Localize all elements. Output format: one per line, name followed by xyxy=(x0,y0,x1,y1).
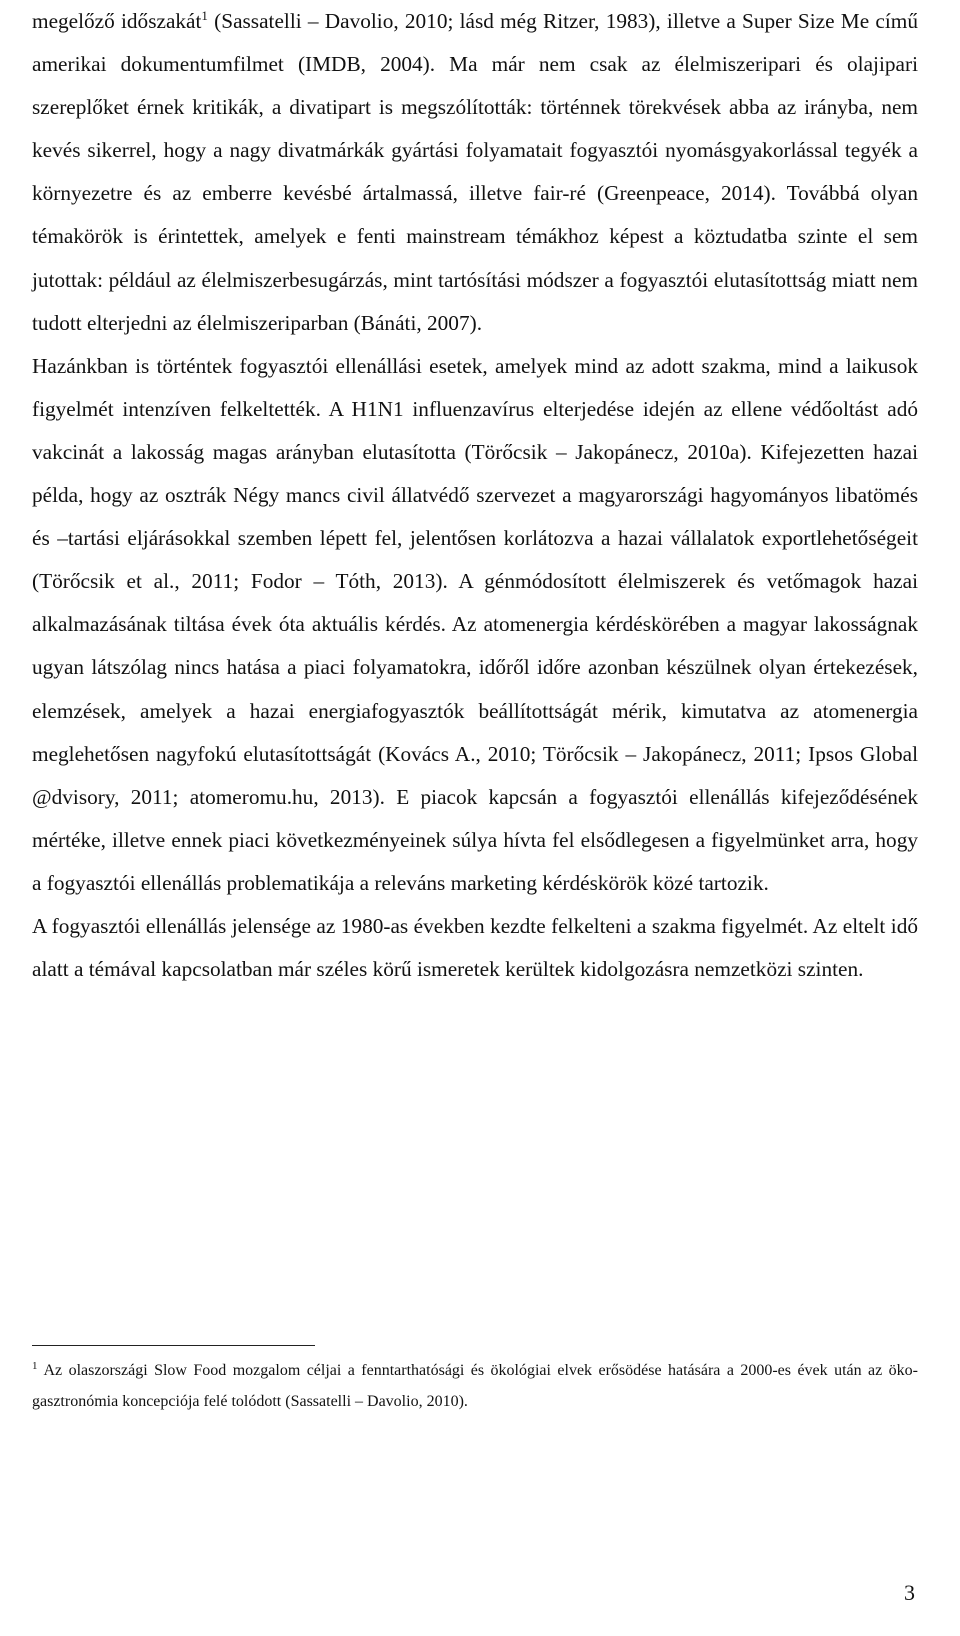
paragraph-3: A fogyasztói ellenállás jelensége az 1980-as években kezdte felkelteni a szakma figyelmét. Az eltelt idő alatt a témával kapcsolatban már széles körű ismeretek kerültek kidolgozásra nemzetközi szinten. xyxy=(32,913,918,982)
paragraph-2: Hazánkban is történtek fogyasztói ellenállási esetek, amelyek mind az adott szakma, mind a laikusok figyelmét intenzíven felkeltették. A H1N1 influenzavírus elterjedése idején az ellene védőoltást adó vakcinát a lakosság magas arányban elutasította (Törőcsik – Jakopánecz, 2010a). Kifejezetten hazai példa, hogy az osztrák Négy mancs civil állatvédő szervezet a magyarországi hagyományos libatömés és –tartási eljárásokkal szemben lépett fel, jelentősen korlátozva a hazai vállalatok exportlehetőségeit (Törőcsik et al., 2011; Fodor – Tóth, 2013). A génmódosított élelmiszerek és vetőmagok hazai alkalmazásának tiltása évek óta aktuális kérdés. Az atomenergia kérdéskörében a magyar lakosságnak ugyan látszólag nincs hatása a piaci folyamatokra, időről időre azonban készülnek olyan értekezések, elemzések, amelyek a hazai energiafogyasztók beállítottságát mérik, kimutatva az atomenergia meglehetősen nagyfokú elutasítottságát (Kovács A., 2010; Törőcsik – Jakopánecz, 2011; Ipsos Global @dvisory, 2011; atomeromu.hu, 2013). E piacok kapcsán a fogyasztói ellenállás kifejeződésének mértéke, illetve ennek piaci következményeinek súlya hívta fel elsődlegesen a figyelmünket arra, hogy a fogyasztói ellenállás problematikája a releváns marketing kérdéskörök közé tartozik. xyxy=(32,353,918,895)
page-number: 3 xyxy=(904,1580,915,1605)
footnote-text: Az olaszországi Slow Food mozgalom céljai a fenntarthatósági és ökológiai elvek erősödése hatására a 2000-es évek után az öko-gasztronómia koncepciója felé tolódott (Sassatelli – Davolio, 2010). xyxy=(32,1362,918,1410)
body-text xyxy=(32,0,918,991)
paragraph-1 xyxy=(32,0,918,345)
footnote xyxy=(32,1355,918,1417)
footnote-separator xyxy=(32,1345,315,1346)
footnote-marker: 1 xyxy=(32,1359,38,1372)
footnote-reference: 1 xyxy=(201,7,208,23)
paragraph-1-lead: megelőző időszakát xyxy=(32,9,202,33)
paragraph-1-rest: (Sassatelli – Davolio, 2010; lásd még Ritzer, 1983), illetve a Super Size Me című amerikai dokumentumfilmet (IMDB, 2004). Ma már nem csak az élelmiszeripari és olajipari szereplőket érnek kritikák, a divatipart is megszólították: történnek törekvések abba az irányba, nem kevés sikerrel, hogy a nagy divatmárkák gyártási folyamatait fogyasztói nyomásgyakorlással tegyék a környezetre és az emberre kevésbé ártalmassá, illetve fair-ré (Greenpeace, 2014). Továbbá olyan témakörök is érintettek, amelyek e fenti mainstream témákhoz képest a köztudatba szinte el sem jutottak: például az élelmiszerbesugárzás, mint tartósítási módszer a fogyasztói elutasítottság miatt nem tudott elterjedni az élelmiszeriparban (Bánáti, 2007). xyxy=(32,9,918,335)
